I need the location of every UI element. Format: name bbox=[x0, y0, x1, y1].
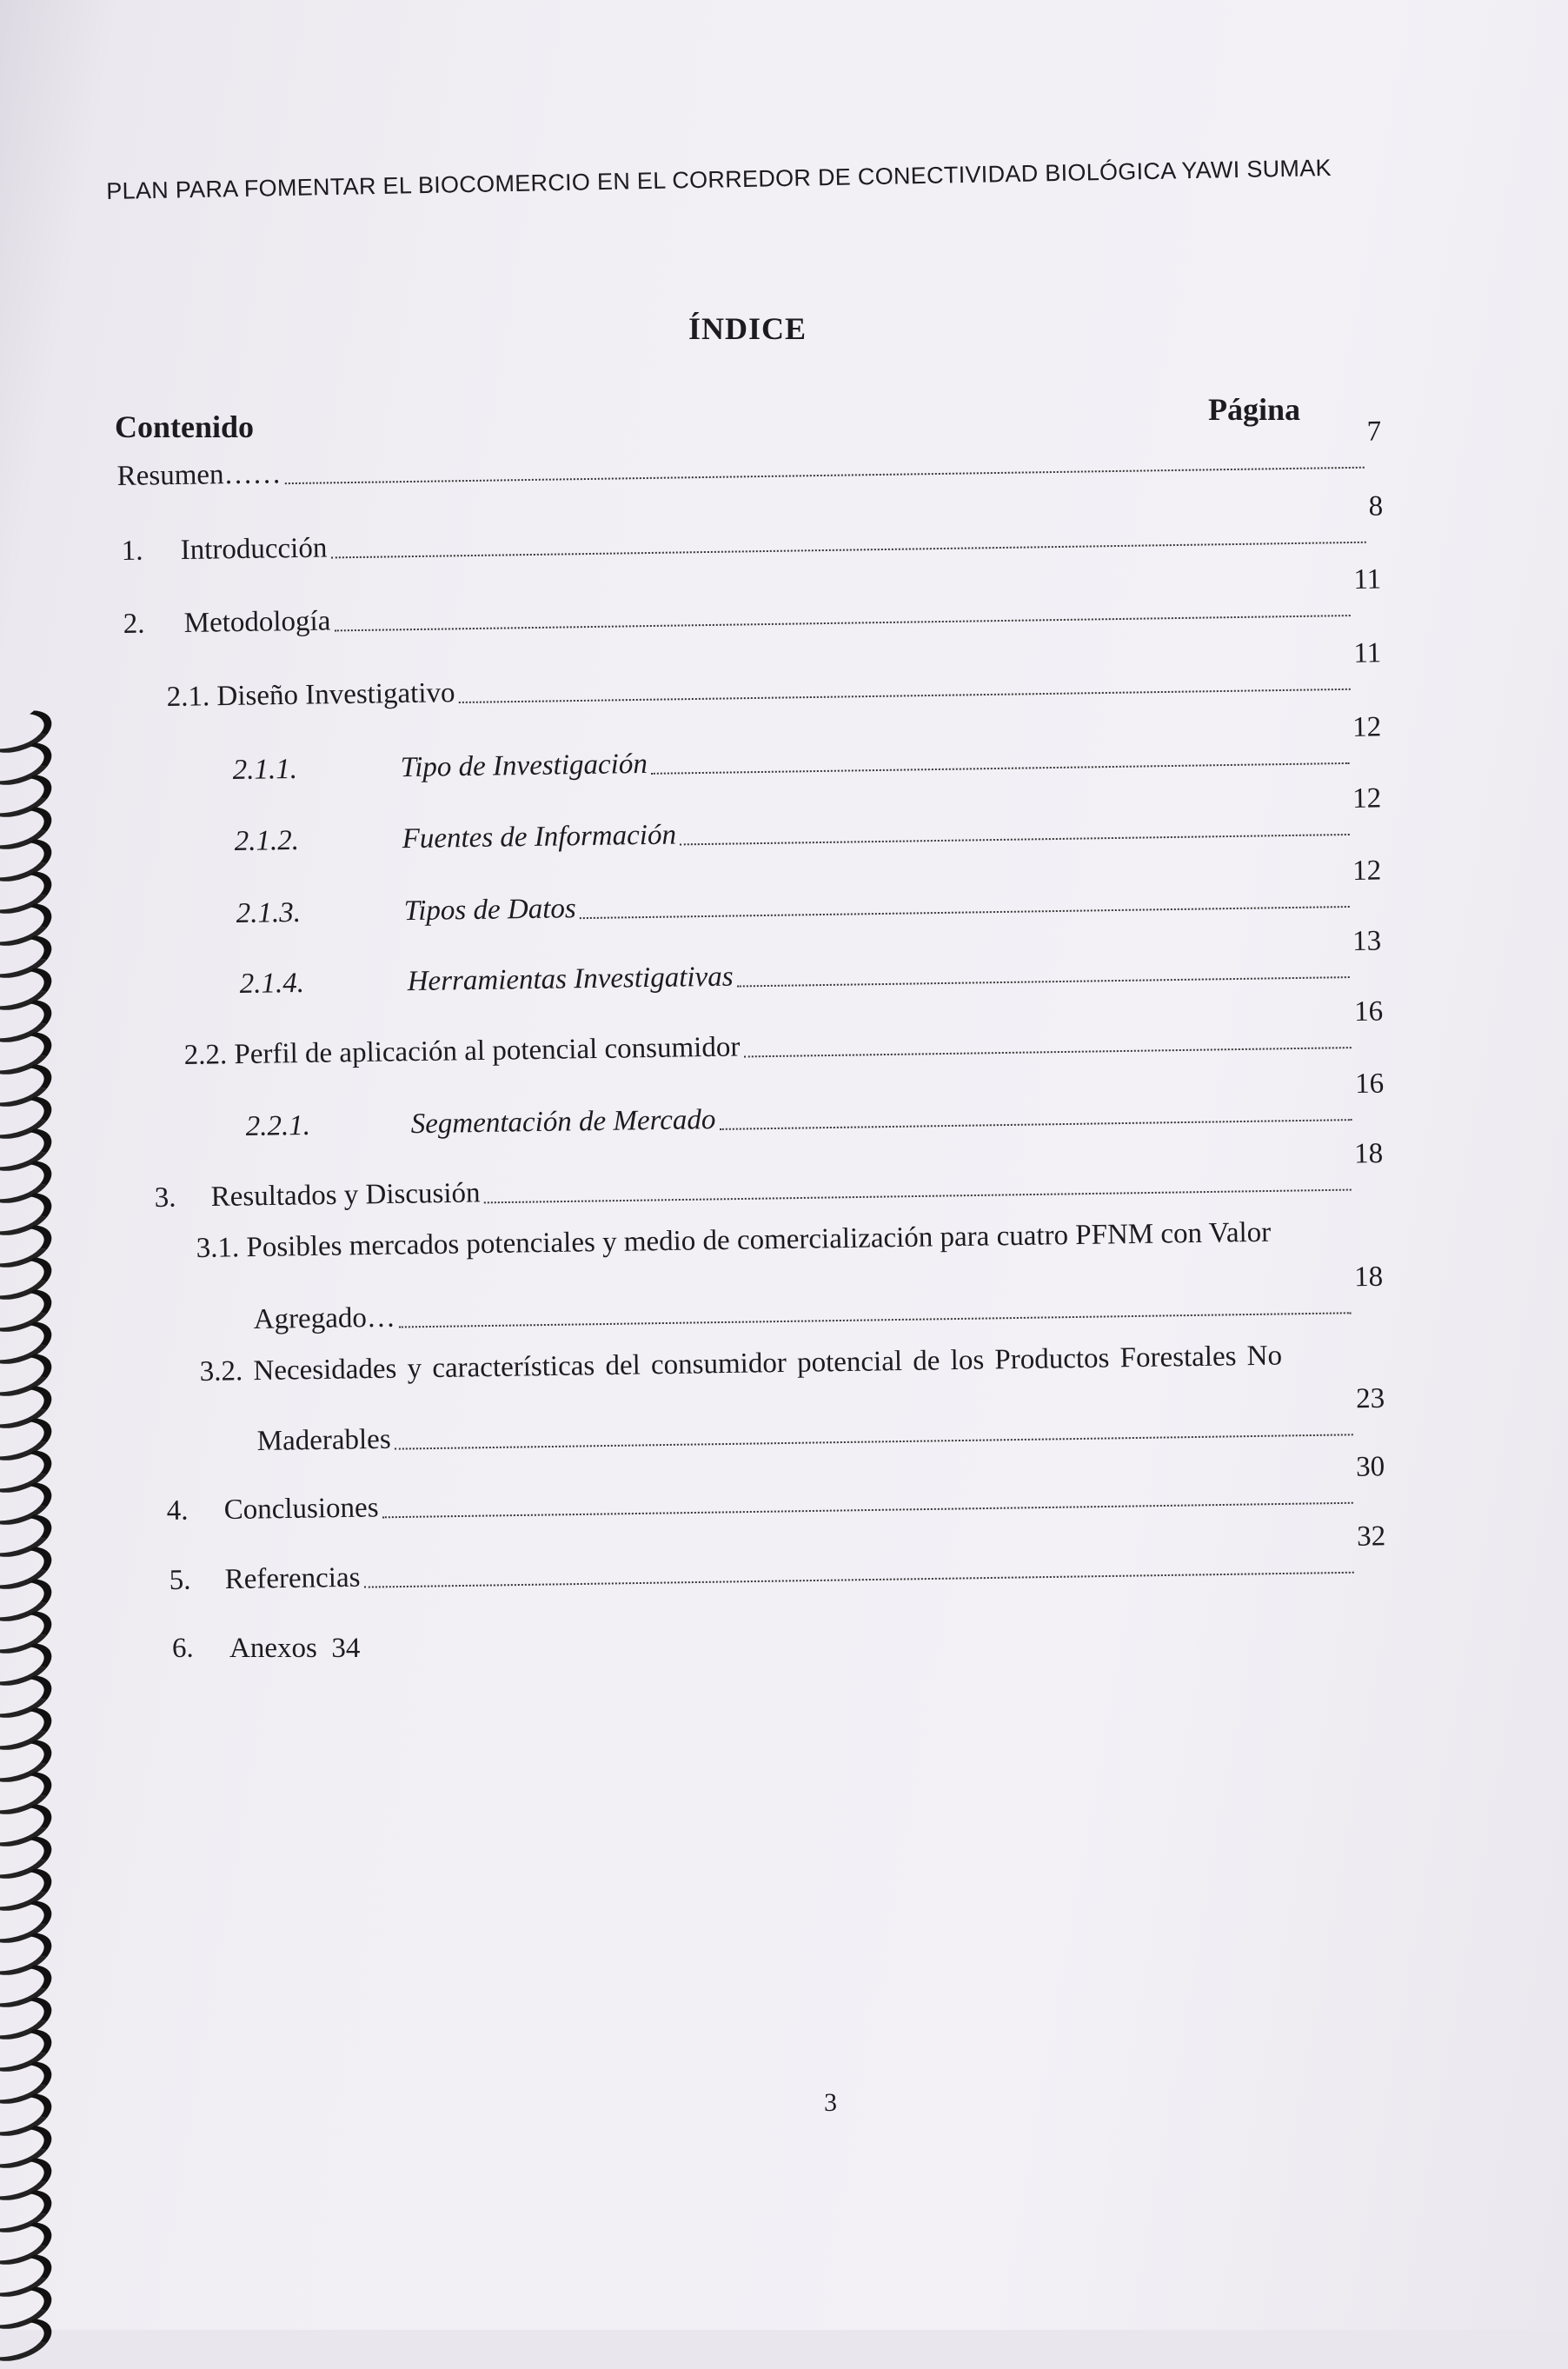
toc-entry-perfil bbox=[183, 995, 1384, 1072]
toc-page: 11 bbox=[1353, 637, 1382, 669]
toc-number: 2. bbox=[123, 608, 145, 641]
toc-label: Introducción bbox=[180, 532, 328, 566]
dot-leader bbox=[651, 762, 1350, 775]
dot-leader bbox=[334, 614, 1350, 631]
toc-page: 8 bbox=[1368, 490, 1384, 522]
toc-label: Agregado… bbox=[253, 1301, 396, 1336]
toc-entry-diseno bbox=[166, 637, 1382, 714]
toc-label: Herramientas Investigativas bbox=[407, 961, 734, 998]
toc-entry-segmentacion bbox=[245, 1068, 1385, 1143]
toc-number: 2.1.1. bbox=[232, 753, 298, 787]
toc-page: 13 bbox=[1352, 925, 1382, 958]
toc-label: Segmentación de Mercado bbox=[410, 1103, 716, 1141]
toc-label: Conclusiones bbox=[223, 1492, 379, 1527]
toc-label: Metodología bbox=[183, 605, 331, 639]
toc-number: 1. bbox=[121, 535, 143, 568]
toc-label: Referencias bbox=[224, 1561, 361, 1596]
toc-label: Resumen…… bbox=[116, 458, 282, 493]
toc-page: 30 bbox=[1355, 1451, 1385, 1483]
toc-number: 2.1.2. bbox=[234, 824, 300, 858]
toc-page: 7 bbox=[1366, 416, 1382, 448]
toc-page: 11 bbox=[1353, 563, 1382, 596]
toc-page: 12 bbox=[1352, 711, 1382, 743]
dot-leader bbox=[285, 466, 1365, 484]
dot-leader bbox=[395, 1433, 1353, 1449]
toc-entry-tipos-datos bbox=[236, 855, 1382, 930]
toc-entry-herramientas bbox=[239, 925, 1382, 1001]
toc-entry-mercados bbox=[253, 1261, 1384, 1336]
toc-label: Maderables bbox=[256, 1423, 391, 1458]
dot-leader bbox=[580, 905, 1350, 919]
toc-entry-resultados bbox=[154, 1138, 1384, 1214]
page-number: 3 bbox=[824, 2088, 837, 2117]
toc-number: 4. bbox=[166, 1494, 189, 1527]
dot-leader bbox=[399, 1311, 1352, 1328]
toc-page: 16 bbox=[1354, 1068, 1385, 1101]
toc-label: 2.1. Diseño Investigativo bbox=[166, 677, 455, 714]
toc-number: 3. bbox=[154, 1181, 176, 1214]
toc-number: 2.2.1. bbox=[245, 1109, 311, 1143]
toc-page: 12 bbox=[1352, 782, 1382, 815]
toc-entry-mercados-line1: 3.1. Posibles mercados potenciales y medio de comercialización para cuatro PFNM con Valor bbox=[196, 1216, 1272, 1265]
toc-entry-anexos bbox=[172, 1633, 360, 1665]
toc-page: 34 bbox=[331, 1633, 361, 1664]
toc-label: Fuentes de Información bbox=[402, 819, 677, 855]
dot-leader bbox=[484, 1188, 1352, 1204]
toc-page: 23 bbox=[1355, 1382, 1385, 1415]
toc-entry-tipo-investigacion bbox=[232, 711, 1382, 787]
dot-leader bbox=[719, 1118, 1352, 1130]
toc-label: Tipos de Datos bbox=[403, 893, 576, 928]
toc-entry-conclusiones bbox=[166, 1451, 1385, 1527]
dot-leader bbox=[737, 975, 1350, 987]
contents-column-heading: Contenido bbox=[115, 409, 255, 444]
dot-leader bbox=[382, 1501, 1353, 1519]
dot-leader bbox=[364, 1571, 1354, 1588]
toc-number: 2.1.4. bbox=[239, 967, 305, 1001]
dot-leader bbox=[330, 541, 1365, 559]
toc-page: 18 bbox=[1353, 1138, 1384, 1170]
toc-label: Anexos bbox=[229, 1633, 317, 1664]
page-column-heading: Página bbox=[1208, 392, 1301, 427]
toc-page: 18 bbox=[1353, 1261, 1384, 1294]
toc-page: 16 bbox=[1353, 995, 1384, 1028]
dot-leader bbox=[459, 688, 1351, 703]
toc-page: 12 bbox=[1352, 855, 1382, 887]
dot-leader bbox=[743, 1046, 1351, 1057]
toc-number: 5. bbox=[169, 1564, 191, 1597]
toc-label: Resultados y Discusión bbox=[210, 1177, 481, 1214]
toc-entry-necesidades bbox=[256, 1382, 1385, 1458]
toc-entry-fuentes bbox=[234, 782, 1382, 858]
toc-entry-introduccion bbox=[121, 490, 1384, 568]
index-title: ÍNDICE bbox=[688, 311, 807, 346]
toc-entry-metodologia bbox=[123, 563, 1382, 641]
toc-entry-necesidades-line1: 3.2. Necesidades y características del consumidor potencial de los Productos Forestales No bbox=[199, 1340, 1283, 1388]
toc-page: 32 bbox=[1356, 1521, 1386, 1553]
toc-entry-referencias bbox=[169, 1521, 1386, 1597]
toc-label: Tipo de Investigación bbox=[400, 748, 648, 784]
running-header: PLAN PARA FOMENTAR EL BIOCOMERCIO EN EL CORREDOR DE CONECTIVIDAD BIOLÓGICA YAWI SUMAK bbox=[106, 154, 1332, 204]
toc-number: 6. bbox=[172, 1633, 194, 1664]
toc-label: 2.2. Perfil de aplicación al potencial consumidor bbox=[183, 1031, 741, 1072]
toc-number: 2.1.3. bbox=[236, 896, 302, 930]
dot-leader bbox=[680, 833, 1350, 845]
